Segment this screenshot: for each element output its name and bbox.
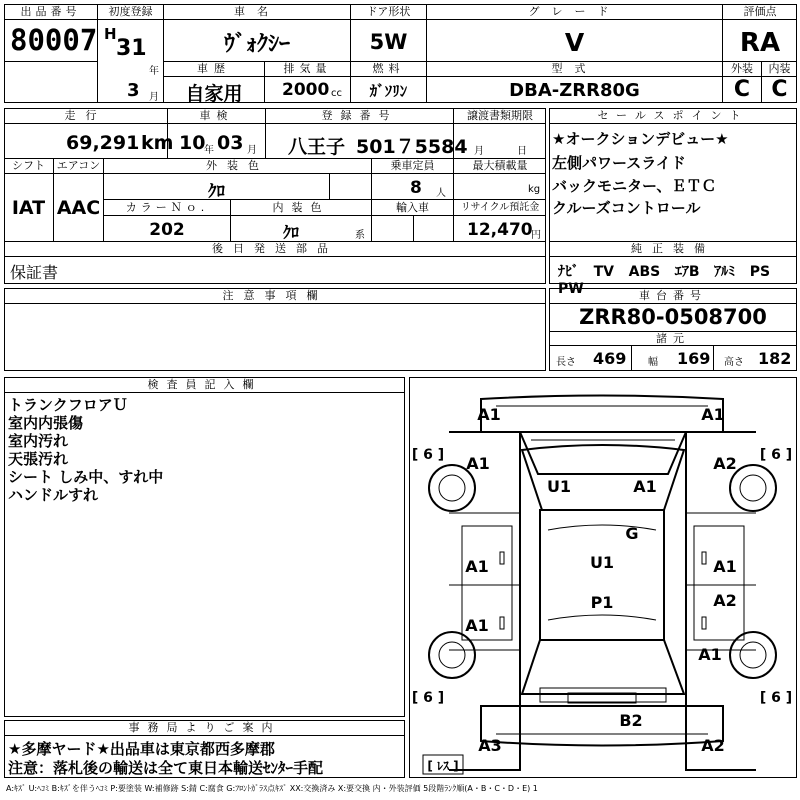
- era: H: [104, 25, 117, 43]
- max-load-unit: kg: [528, 184, 541, 195]
- equipment-item: ABS: [628, 264, 661, 280]
- dims-label: 諸元: [656, 332, 690, 345]
- ext-color-label: 外装色: [206, 159, 269, 172]
- width: 169: [677, 349, 711, 368]
- reg-no-label: 登録番号: [321, 109, 398, 122]
- recycle-fee: 12,470: [467, 220, 533, 240]
- car-name: ｳﾞｫｸｼｰ: [223, 32, 290, 57]
- damage-mark: A1: [633, 477, 657, 496]
- mileage-label: 走行: [64, 109, 107, 122]
- ac: AAC: [56, 197, 101, 219]
- score-label: 評価点: [743, 5, 777, 18]
- caution-label: 注意事項欄: [222, 289, 328, 302]
- door: 5W: [369, 30, 408, 54]
- damage-mark: A2: [701, 736, 725, 755]
- ac-label: エアコン: [56, 159, 101, 172]
- damage-mark: B2: [619, 711, 643, 730]
- spare-tyre-label: [ ﾚｽ ]: [427, 759, 459, 773]
- lot-number: 80007: [10, 23, 98, 57]
- sales-point: ★オークションデビュー★: [552, 130, 729, 148]
- interior-score: C: [771, 77, 788, 102]
- sales-point: 左側パワースライド: [552, 154, 686, 172]
- legend: A:ｷｽﾞ U:ﾍｺﾐ B:ｷｽﾞを伴うﾍｺﾐ P:要塗装 W:補修跡 S:錆 C:腐食 G:ﾌﾛﾝﾄｶﾞﾗｽ点ｷｽﾞ XX:交換済み X:要交換 内・外装評価 5段階ﾗﾝｸ順(A・B・C・D・E) 1: [6, 784, 538, 793]
- car-name-label: 車名: [234, 5, 280, 18]
- int-color: ｸﾛ: [282, 223, 299, 242]
- damage-mark: G: [625, 524, 639, 543]
- later-parts-label: 後日発送部品: [212, 242, 338, 255]
- damage-mark: A1: [465, 616, 489, 635]
- damage-mark: U1: [546, 477, 572, 496]
- damage-mark: A1: [698, 645, 722, 664]
- interior-label: 内装: [768, 62, 791, 75]
- tyre-mark: [ 6 ]: [759, 690, 793, 706]
- tyre-mark: [ 6 ]: [759, 447, 793, 463]
- exterior-label: 外装: [731, 62, 753, 75]
- chassis-number: ZRR80-0508700: [579, 305, 767, 329]
- displacement-label: 排気量: [283, 62, 332, 75]
- history-label: 車歴: [197, 62, 231, 75]
- tyre-tread-marks: [412, 447, 792, 706]
- inspector-note: 室内汚れ: [8, 432, 69, 450]
- grade: V: [564, 28, 585, 57]
- recycle-label: リサイクル預託金: [460, 202, 540, 213]
- history: 自家用: [185, 83, 243, 105]
- length: 469: [593, 349, 627, 368]
- displacement-unit: cc: [331, 88, 342, 99]
- mileage-unit: km: [141, 132, 174, 154]
- inspector-note: トランクフロアＵ: [8, 396, 128, 414]
- tyre-mark: [ 6 ]: [411, 447, 445, 463]
- damage-mark: A3: [478, 736, 502, 755]
- inspector-note: ハンドルすれ: [8, 486, 99, 504]
- mileage: 69,291: [66, 132, 140, 154]
- office-label: 事務局よりご案内: [128, 721, 281, 734]
- later-parts: 保証書: [10, 263, 59, 282]
- inspection-month: 03: [217, 132, 244, 154]
- inspection-year-unit: 年: [204, 145, 214, 156]
- displacement: 2000: [282, 80, 330, 100]
- import-label: 輸入車: [396, 201, 429, 214]
- damage-mark: A1: [465, 557, 489, 576]
- tyre-mark: [ 6 ]: [411, 690, 445, 706]
- reg-year: 31: [116, 36, 147, 61]
- month-unit: 月: [149, 92, 159, 103]
- recycle-unit: 円: [531, 230, 541, 241]
- int-color-unit: 系: [355, 230, 365, 241]
- transfer-day-unit: 日: [517, 146, 527, 157]
- model-label: 型式: [551, 62, 598, 75]
- lot-label: 出品番号: [20, 5, 81, 18]
- damage-mark: A1: [701, 405, 725, 424]
- equipment-item: ｴｱB: [674, 264, 700, 280]
- shift-label: シフト: [12, 159, 45, 172]
- reg-place: 八王子: [288, 136, 346, 158]
- max-load-label: 最大積載量: [472, 159, 528, 172]
- year-unit: 年: [149, 66, 159, 77]
- reg-number: 501７5584: [356, 136, 468, 158]
- damage-mark: A1: [477, 405, 501, 424]
- inspector-note: シート しみ中、すれ中: [8, 468, 164, 486]
- capacity-label: 乗車定員: [390, 159, 435, 172]
- office-note: 注意：落札後の輸送は全て東日本輸送ｾﾝﾀｰ手配: [8, 759, 324, 777]
- damage-mark: A1: [713, 557, 737, 576]
- inspection-month-unit: 月: [247, 145, 257, 156]
- height-label: 高さ: [724, 357, 744, 368]
- damage-mark: P1: [590, 593, 614, 612]
- height: 182: [758, 349, 792, 368]
- equipment-label: 純正装備: [631, 242, 715, 255]
- score: RA: [739, 28, 781, 58]
- equipment-item: PW: [558, 281, 584, 297]
- width-label: 幅: [648, 357, 658, 368]
- equipment-item: PS: [749, 264, 771, 280]
- sales-point: バックモニター、ＥＴＣ: [552, 177, 717, 195]
- inspector-note: 室内内張傷: [8, 414, 84, 432]
- transfer-month-unit: 月: [474, 146, 484, 157]
- inspection-label: 車検: [199, 109, 234, 122]
- fuel-label: 燃料: [372, 62, 405, 75]
- equipment-item: ﾅﾋﾞ: [558, 264, 579, 280]
- sales-point: クルーズコントロール: [552, 199, 701, 217]
- capacity-unit: 人: [436, 188, 446, 199]
- reg-month: 3: [127, 80, 140, 101]
- damage-mark: A2: [713, 454, 737, 473]
- damage-mark: A2: [713, 591, 737, 610]
- capacity: 8: [410, 178, 422, 198]
- length-label: 長さ: [556, 357, 576, 368]
- car-outline: [423, 396, 776, 775]
- inspection-year: 10: [179, 132, 206, 154]
- damage-mark: U1: [589, 553, 615, 572]
- equipment-item: ｱﾙﾐ: [714, 264, 736, 280]
- office-note: ★多摩ヤード★出品車は東京都西多摩郡: [8, 740, 275, 758]
- sales-points-label: セールスポイント: [597, 109, 749, 122]
- grade-label: グレード: [528, 5, 621, 18]
- first-reg-label: 初度登録: [108, 5, 153, 18]
- shift: IAT: [11, 197, 46, 219]
- ext-color: ｸﾛ: [208, 182, 225, 202]
- model: DBA-ZRR80G: [509, 80, 640, 101]
- chassis-label: 車台番号: [639, 289, 707, 302]
- transfer-label: 譲渡書類期限: [467, 109, 533, 122]
- inspector-label: 検査員記入欄: [147, 378, 262, 391]
- inspector-note: 天張汚れ: [8, 450, 69, 468]
- equipment-item: TV: [593, 264, 615, 280]
- int-color-label: 内装色: [272, 201, 330, 214]
- exterior-score: C: [733, 77, 751, 102]
- fuel: ｶﾞｿﾘﾝ: [369, 82, 408, 100]
- color-no-label: カラーＮｏ.: [125, 201, 209, 214]
- color-no: 202: [149, 220, 185, 240]
- door-label: ドア形状: [366, 5, 411, 18]
- damage-mark: A1: [466, 454, 490, 473]
